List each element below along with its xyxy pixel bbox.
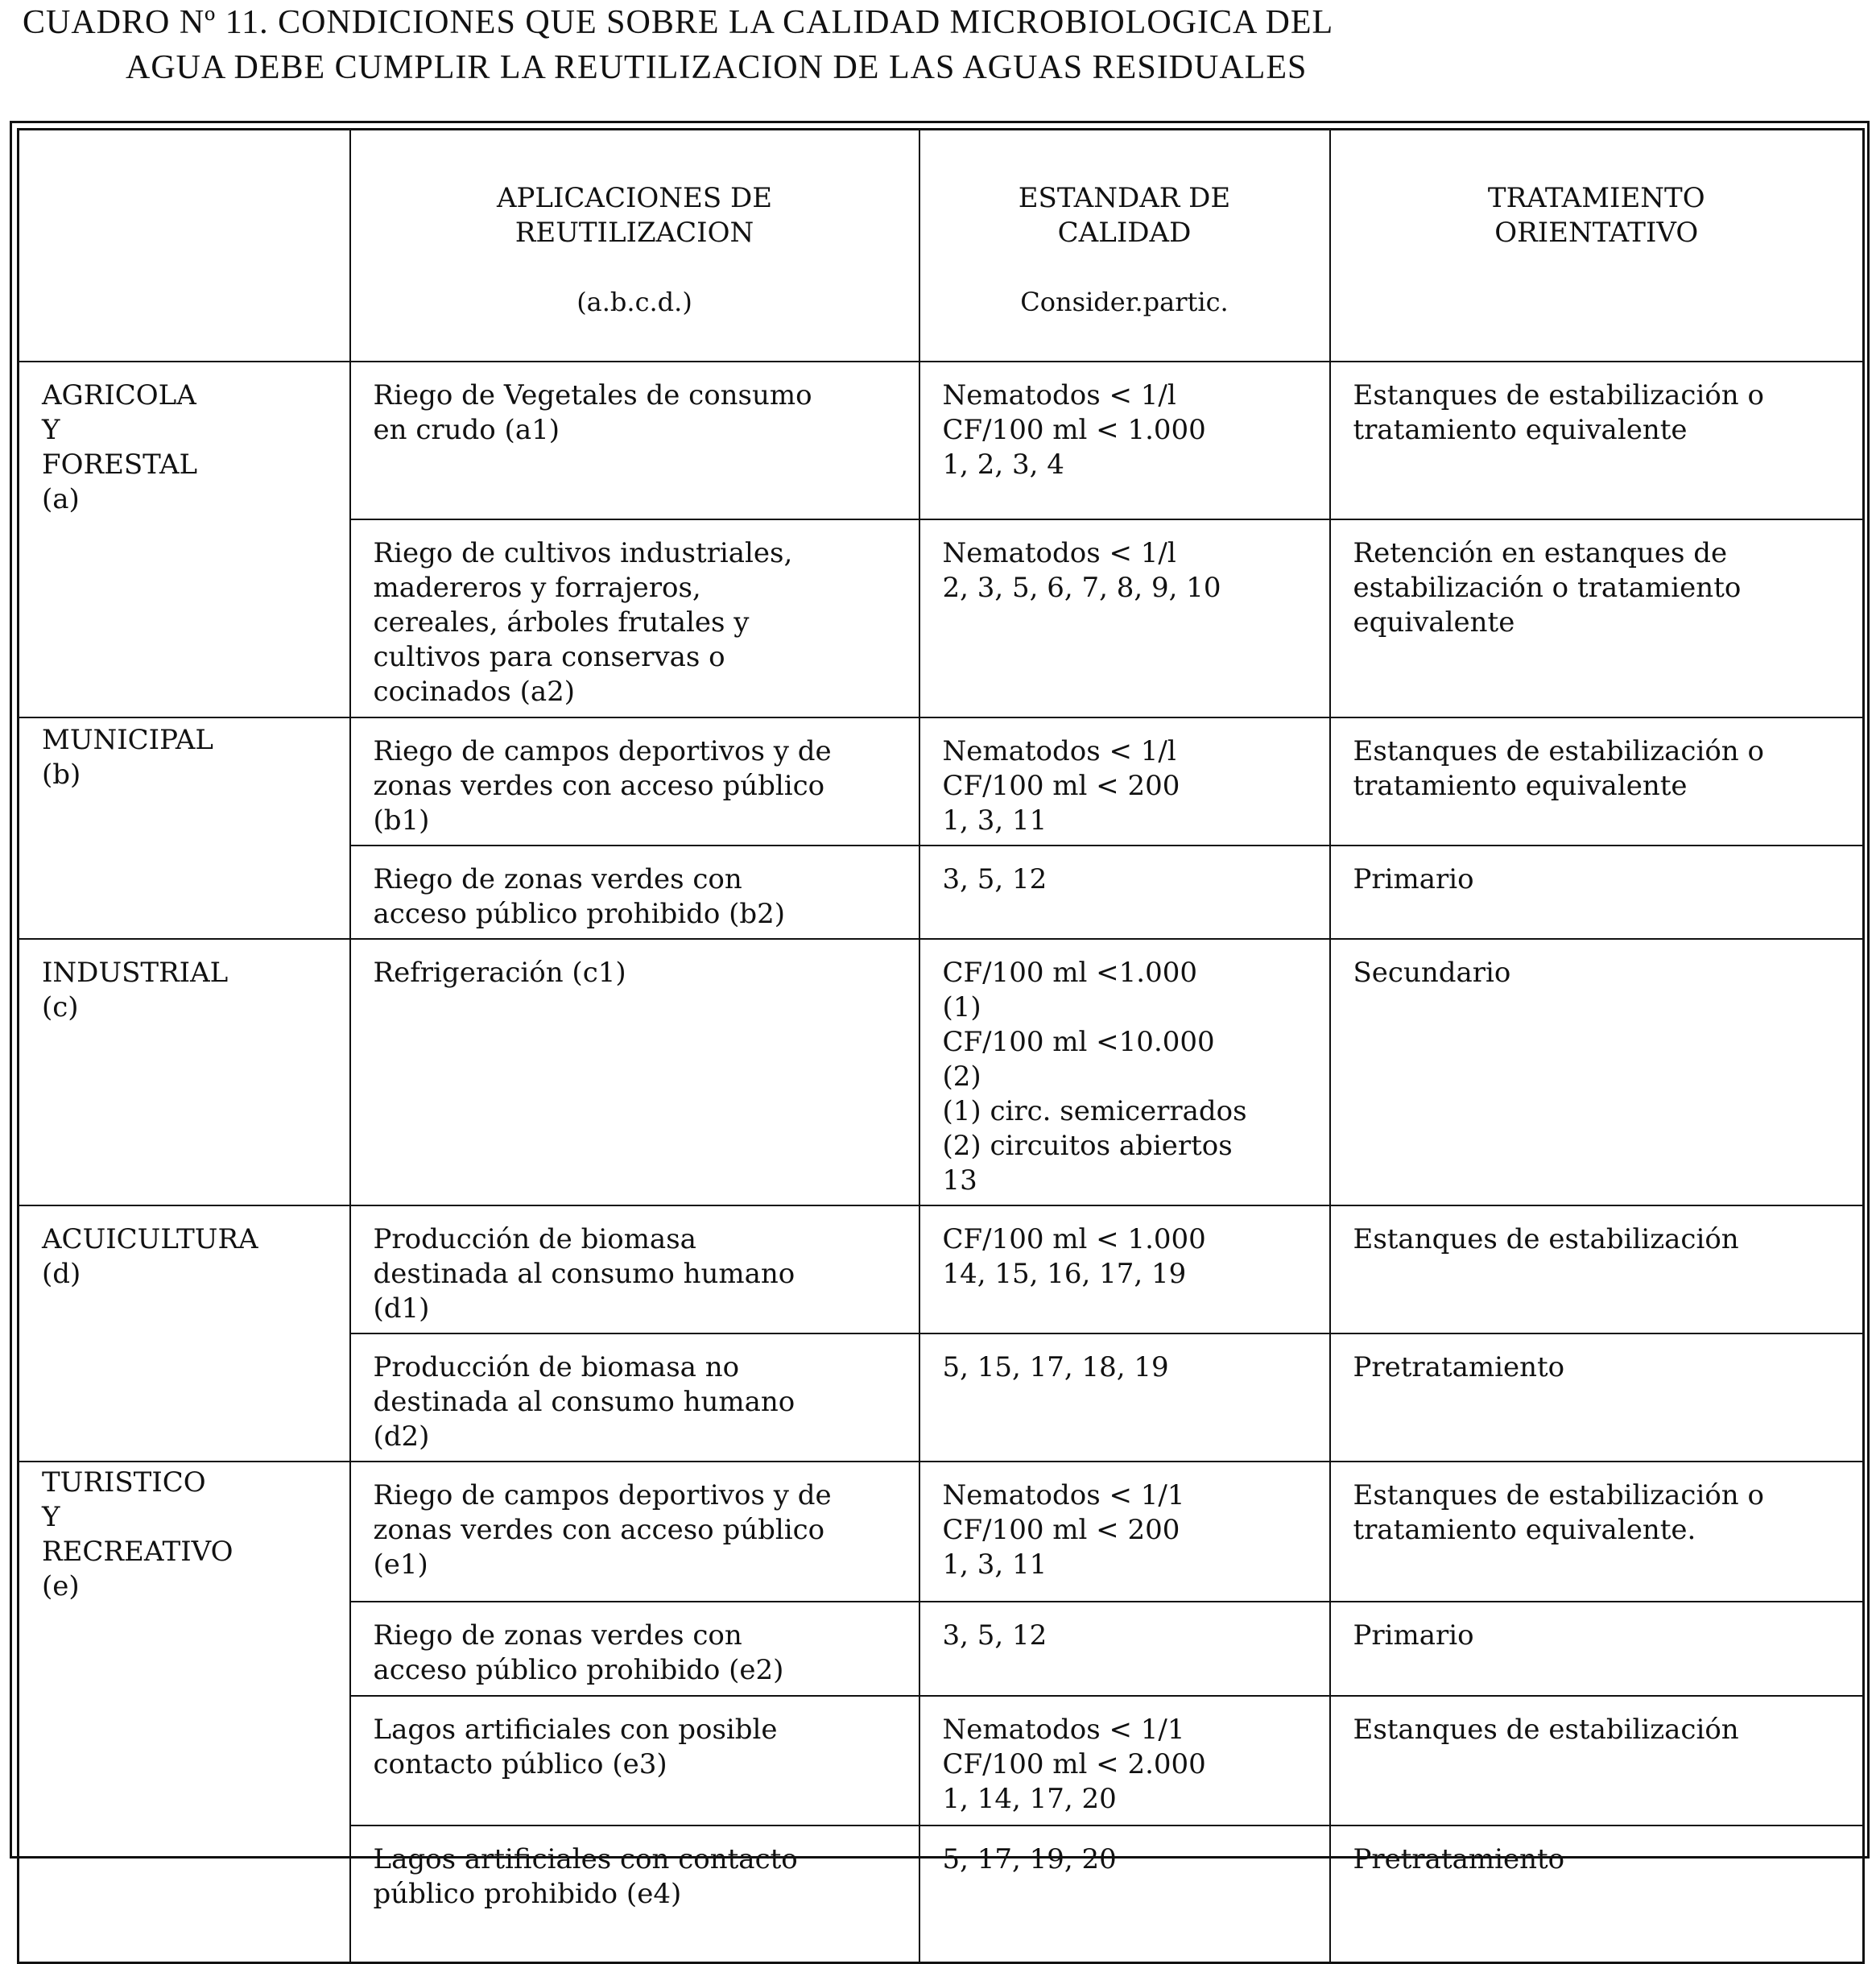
application-cell: Producción de biomasa no destinada al consumo humano (d2) <box>350 1333 919 1462</box>
standard-cell: Nematodos < 1/l CF/100 ml < 1.000 1, 2, 3, 4 <box>919 362 1330 519</box>
header-category <box>19 130 350 362</box>
table-row <box>19 1205 1864 1333</box>
table-row <box>19 362 1864 519</box>
category-cell: AGRICOLA Y FORESTAL (a) <box>19 362 350 717</box>
category-cell: MUNICIPAL (b) <box>19 717 350 939</box>
application-cell: Riego de cultivos industriales, madereros y forrajeros, cereales, árboles frutales y cultivos para conservas o cocinados (a2) <box>350 519 919 717</box>
title-line-2: AGUA DEBE CUMPLIR LA REUTILIZACION DE LAS AGUAS RESIDUALES <box>126 49 1308 86</box>
header-applications <box>350 130 919 362</box>
header-standard-label: ESTANDAR DE CALIDAD <box>1018 182 1231 249</box>
treatment-cell: Primario <box>1330 846 1864 939</box>
category-cell: ACUICULTURA (d) <box>19 1205 350 1462</box>
application-cell: Riego de campos deportivos y de zonas verdes con acceso público (b1) <box>350 717 919 846</box>
application-cell: Producción de biomasa destinada al consumo humano (d1) <box>350 1205 919 1333</box>
standard-cell: 3, 5, 12 <box>919 846 1330 939</box>
treatment-cell: Pretratamiento <box>1330 1825 1864 1962</box>
standard-cell: Nematodos < 1/1 CF/100 ml < 200 1, 3, 11 <box>919 1462 1330 1602</box>
application-cell: Riego de Vegetales de consumo en crudo (a1) <box>350 362 919 519</box>
category-cell: TURISTICO Y RECREATIVO (e) <box>19 1462 350 1962</box>
treatment-cell: Estanques de estabilización o tratamiento equivalente <box>1330 362 1864 519</box>
header-standard <box>919 130 1330 362</box>
header-row <box>19 130 1864 362</box>
standard-cell: CF/100 ml <1.000 (1) CF/100 ml <10.000 (2) (1) circ. semicerrados (2) circuitos abiertos 13 <box>919 939 1330 1205</box>
application-cell: Riego de zonas verdes con acceso público prohibido (e2) <box>350 1602 919 1696</box>
table-row <box>19 939 1864 1205</box>
treatment-cell: Estanques de estabilización o tratamiento equivalente <box>1330 717 1864 846</box>
treatment-cell: Estanques de estabilización o tratamiento equivalente. <box>1330 1462 1864 1602</box>
standard-cell: 5, 17, 19, 20 <box>919 1825 1330 1962</box>
treatment-cell: Estanques de estabilización <box>1330 1696 1864 1825</box>
standard-cell: 3, 5, 12 <box>919 1602 1330 1696</box>
application-cell: Lagos artificiales con contacto público prohibido (e4) <box>350 1825 919 1962</box>
page-title <box>23 0 1850 90</box>
treatment-cell: Estanques de estabilización <box>1330 1205 1864 1333</box>
standard-cell: Nematodos < 1/l 2, 3, 5, 6, 7, 8, 9, 10 <box>919 519 1330 717</box>
application-cell: Refrigeración (c1) <box>350 939 919 1205</box>
application-cell: Riego de campos deportivos y de zonas verdes con acceso público (e1) <box>350 1462 919 1602</box>
treatment-cell: Secundario <box>1330 939 1864 1205</box>
table-row <box>19 1462 1864 1602</box>
header-standard-sub: Consider.partic. <box>1020 287 1229 317</box>
treatment-cell: Pretratamiento <box>1330 1333 1864 1462</box>
standard-cell: Nematodos < 1/1 CF/100 ml < 2.000 1, 14, 17, 20 <box>919 1696 1330 1825</box>
reuse-conditions-table <box>17 128 1865 1964</box>
treatment-cell: Primario <box>1330 1602 1864 1696</box>
header-applications-label: APLICACIONES DE REUTILIZACION <box>496 182 773 249</box>
treatment-cell: Retención en estanques de estabilización o tratamiento equivalente <box>1330 519 1864 717</box>
table-row <box>19 717 1864 846</box>
standard-cell: 5, 15, 17, 18, 19 <box>919 1333 1330 1462</box>
standard-cell: Nematodos < 1/l CF/100 ml < 200 1, 3, 11 <box>919 717 1330 846</box>
header-treatment-label: TRATAMIENTO ORIENTATIVO <box>1487 182 1705 249</box>
category-cell: INDUSTRIAL (c) <box>19 939 350 1205</box>
application-cell: Riego de zonas verdes con acceso público prohibido (b2) <box>350 846 919 939</box>
header-treatment <box>1330 130 1864 362</box>
application-cell: Lagos artificiales con posible contacto público (e3) <box>350 1696 919 1825</box>
standard-cell: CF/100 ml < 1.000 14, 15, 16, 17, 19 <box>919 1205 1330 1333</box>
header-applications-sub: (a.b.c.d.) <box>576 287 692 317</box>
title-line-1: CUADRO Nº 11. CONDICIONES QUE SOBRE LA CALIDAD MICROBIOLOGICA DEL <box>23 4 1334 41</box>
